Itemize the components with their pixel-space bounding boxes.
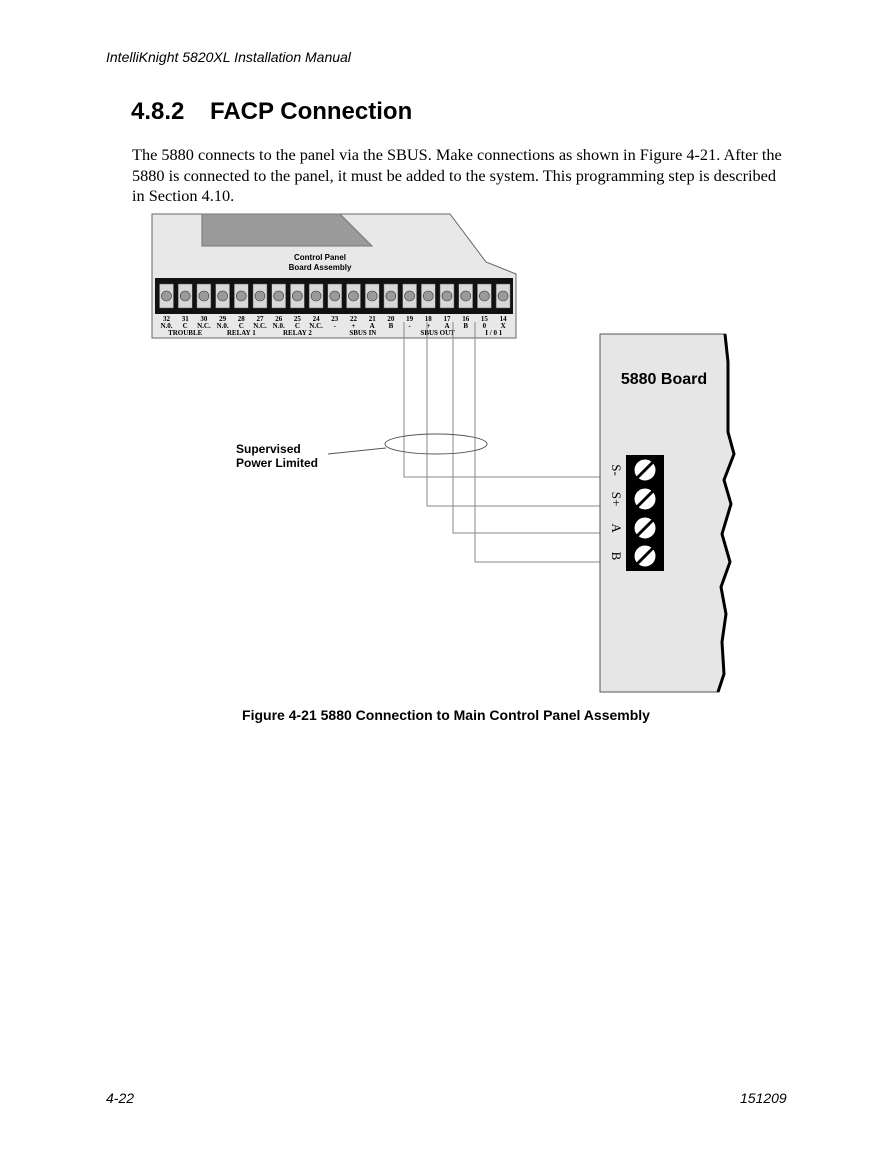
cable-bundle-ellipse — [385, 434, 487, 454]
terminal-group-label: RELAY 1 — [226, 329, 256, 337]
terminal-signal: C — [182, 322, 188, 330]
panel-terminal-screw-head — [367, 291, 377, 301]
figure-caption: Figure 4-21 5880 Connection to Main Control Panel Assembly — [242, 707, 650, 723]
terminal-number: 29 — [219, 315, 227, 323]
panel-terminal-screw-head — [442, 291, 452, 301]
doc-number: 151209 — [740, 1090, 787, 1106]
board-title: 5880 Board — [620, 371, 708, 388]
terminal-group-label: SBUS IN — [349, 329, 377, 337]
terminal-number: 24 — [312, 315, 320, 323]
terminal-signal: 0 — [482, 322, 487, 330]
panel-terminal-screw-head — [255, 291, 265, 301]
terminal-signal: B — [388, 322, 394, 330]
terminal-number: 15 — [480, 315, 488, 323]
terminal-number: 17 — [443, 315, 451, 323]
terminal-signal: + — [426, 322, 431, 330]
running-header: IntelliKnight 5820XL Installation Manual — [106, 49, 351, 65]
section-title — [131, 98, 412, 126]
section-heading: FACP Connection — [210, 98, 413, 125]
board-terminal-label: S- — [609, 464, 624, 476]
board-terminal-label: A — [609, 523, 624, 533]
terminal-signal: - — [333, 322, 336, 330]
wire-label-line1: Supervised — [236, 442, 301, 456]
terminal-number: 26 — [275, 315, 283, 323]
wire-s-plus — [427, 322, 626, 506]
panel-label-line1: Control Panel — [293, 253, 347, 262]
terminal-number: 27 — [256, 315, 264, 323]
wiring-diagram — [150, 212, 750, 697]
panel-terminal-screw-head — [199, 291, 209, 301]
board-terminal-label: B — [609, 551, 624, 561]
board-terminal-label: S+ — [609, 491, 624, 507]
panel-terminal-screw-head — [479, 291, 489, 301]
terminal-number: 16 — [462, 315, 470, 323]
terminal-signal: N.C. — [253, 322, 267, 330]
terminal-signal: N.0. — [160, 322, 173, 330]
panel-terminal-screw-head — [218, 291, 228, 301]
terminal-number: 23 — [331, 315, 339, 323]
terminal-signal: A — [369, 322, 375, 330]
panel-terminal-screw-head — [349, 291, 359, 301]
terminal-number: 19 — [406, 315, 414, 323]
terminal-group-label: TROUBLE — [168, 329, 203, 337]
panel-terminal-screw-head — [405, 291, 415, 301]
terminal-number: 14 — [499, 315, 507, 323]
terminal-group-label: RELAY 2 — [282, 329, 312, 337]
terminal-number: 31 — [181, 315, 189, 323]
terminal-number: 25 — [293, 315, 301, 323]
panel-terminal-screw-head — [311, 291, 321, 301]
terminal-number: 22 — [350, 315, 357, 323]
terminal-number: 20 — [387, 315, 395, 323]
panel-terminal-screw-head — [180, 291, 190, 301]
terminal-signal: C — [294, 322, 300, 330]
terminal-signal: B — [463, 322, 469, 330]
terminal-signal: C — [238, 322, 244, 330]
terminal-signal: N.0. — [216, 322, 229, 330]
terminal-number: 21 — [368, 315, 376, 323]
sbus-wires — [404, 322, 626, 562]
terminal-signal: X — [500, 322, 506, 330]
panel-terminal-screw-head — [274, 291, 284, 301]
terminal-group-label: SBUS OUT — [420, 329, 455, 337]
page-number: 4-22 — [106, 1090, 135, 1106]
panel-terminal-screw-head — [162, 291, 172, 301]
terminal-signal: - — [408, 322, 411, 330]
panel-terminal-screw-head — [498, 291, 508, 301]
terminal-signal: N.C. — [197, 322, 211, 330]
terminal-number: 18 — [424, 315, 432, 323]
terminal-number: 32 — [163, 315, 170, 323]
panel-terminal-screw-head — [386, 291, 396, 301]
panel-terminal-screw-head — [423, 291, 433, 301]
body-paragraph: The 5880 connects to the panel via the SBUS. Make connections as shown in Figure 4-21. After the 5880 is connected to the panel, it must be added to the system. This programming step is described in Section 4.10. — [132, 145, 782, 205]
terminal-signal: + — [351, 322, 356, 330]
terminal-number: 30 — [200, 315, 208, 323]
panel-terminal-screw-head — [236, 291, 246, 301]
terminal-signal: N.C. — [309, 322, 323, 330]
panel-terminal-screw-head — [461, 291, 471, 301]
terminal-signal: A — [444, 322, 450, 330]
panel-terminal-screw-head — [292, 291, 302, 301]
wire-label-line2: Power Limited — [236, 456, 319, 470]
panel-label-line2: Board Assembly — [288, 263, 352, 272]
section-number: 4.8.2 — [131, 98, 185, 125]
terminal-group-label: I / 0 1 — [485, 329, 503, 337]
panel-terminal-screw-head — [330, 291, 340, 301]
terminal-signal: N.0. — [272, 322, 285, 330]
terminal-number: 28 — [237, 315, 245, 323]
callout-leader — [328, 448, 386, 454]
